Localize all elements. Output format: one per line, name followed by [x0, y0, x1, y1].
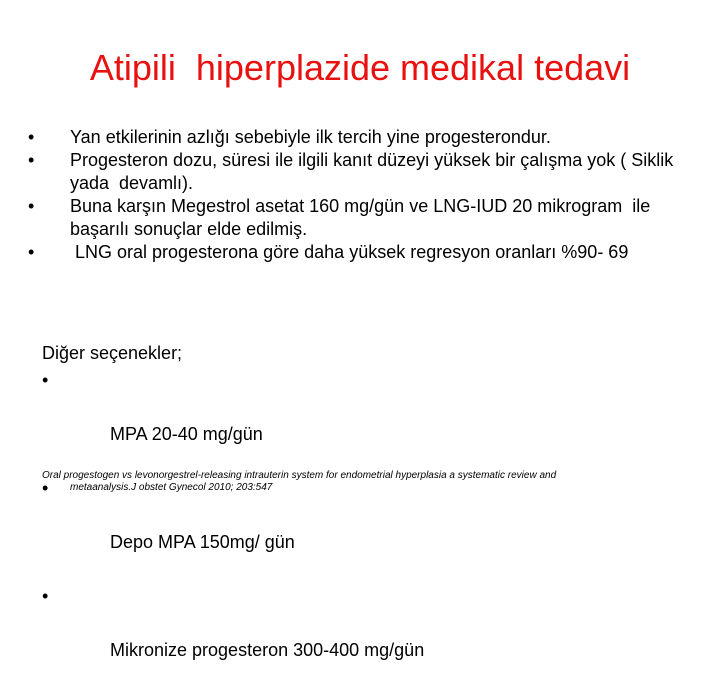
bullet-dot-icon: • [42, 586, 49, 606]
other-options-section [42, 340, 692, 691]
other-option-text: MPA 20-40 mg/gün [110, 424, 263, 444]
bullet-item [28, 241, 698, 264]
other-option-item [42, 583, 692, 691]
bullet-dot-icon: • [42, 478, 49, 498]
bullet-item [28, 195, 698, 241]
bullet-text: LNG oral progesterona göre daha yüksek regresyon oranları %90- 69 [70, 242, 629, 262]
reference-line-1: Oral progestogen vs levonorgestrel-releasing intrauterin system for endometrial hyperplasia a systematic review and [42, 470, 557, 481]
bullet-text: Yan etkilerinin azlığı sebebiyle ilk tercih yine progesterondur. [70, 127, 551, 147]
reference-line-2: metaanalysis.J obstet Gynecol 2010; 203:547 [70, 482, 273, 493]
other-option-item [42, 367, 692, 475]
bullet-text: Buna karşın Megestrol asetat 160 mg/gün ve LNG-IUD 20 mikrogram ile başarılı sonuçlar elde edilmiş. [70, 196, 656, 239]
other-option-text: Depo MPA 150mg/ gün [110, 532, 295, 552]
bullet-dot-icon: • [42, 370, 49, 390]
bullet-text: Progesteron dozu, süresi ile ilgili kanıt düzeyi yüksek bir çalışma yok ( Siklik yada devamlı). [70, 150, 679, 193]
slide-title: Atipili hiperplazide medikal tedavi [89, 47, 631, 88]
bullet-dot-icon: • [28, 127, 35, 147]
bullet-item [28, 126, 698, 149]
other-options-list [42, 367, 692, 691]
bullet-dot-icon: • [28, 150, 35, 170]
bullet-dot-icon: • [28, 242, 35, 262]
other-options-heading: Diğer seçenekler; [42, 343, 183, 363]
main-bullet-list [28, 126, 698, 264]
bullet-item [28, 149, 698, 195]
bullet-dot-icon: • [28, 196, 35, 216]
other-option-text: Mikronize progesteron 300-400 mg/gün [110, 640, 425, 660]
reference-citation [42, 470, 682, 494]
